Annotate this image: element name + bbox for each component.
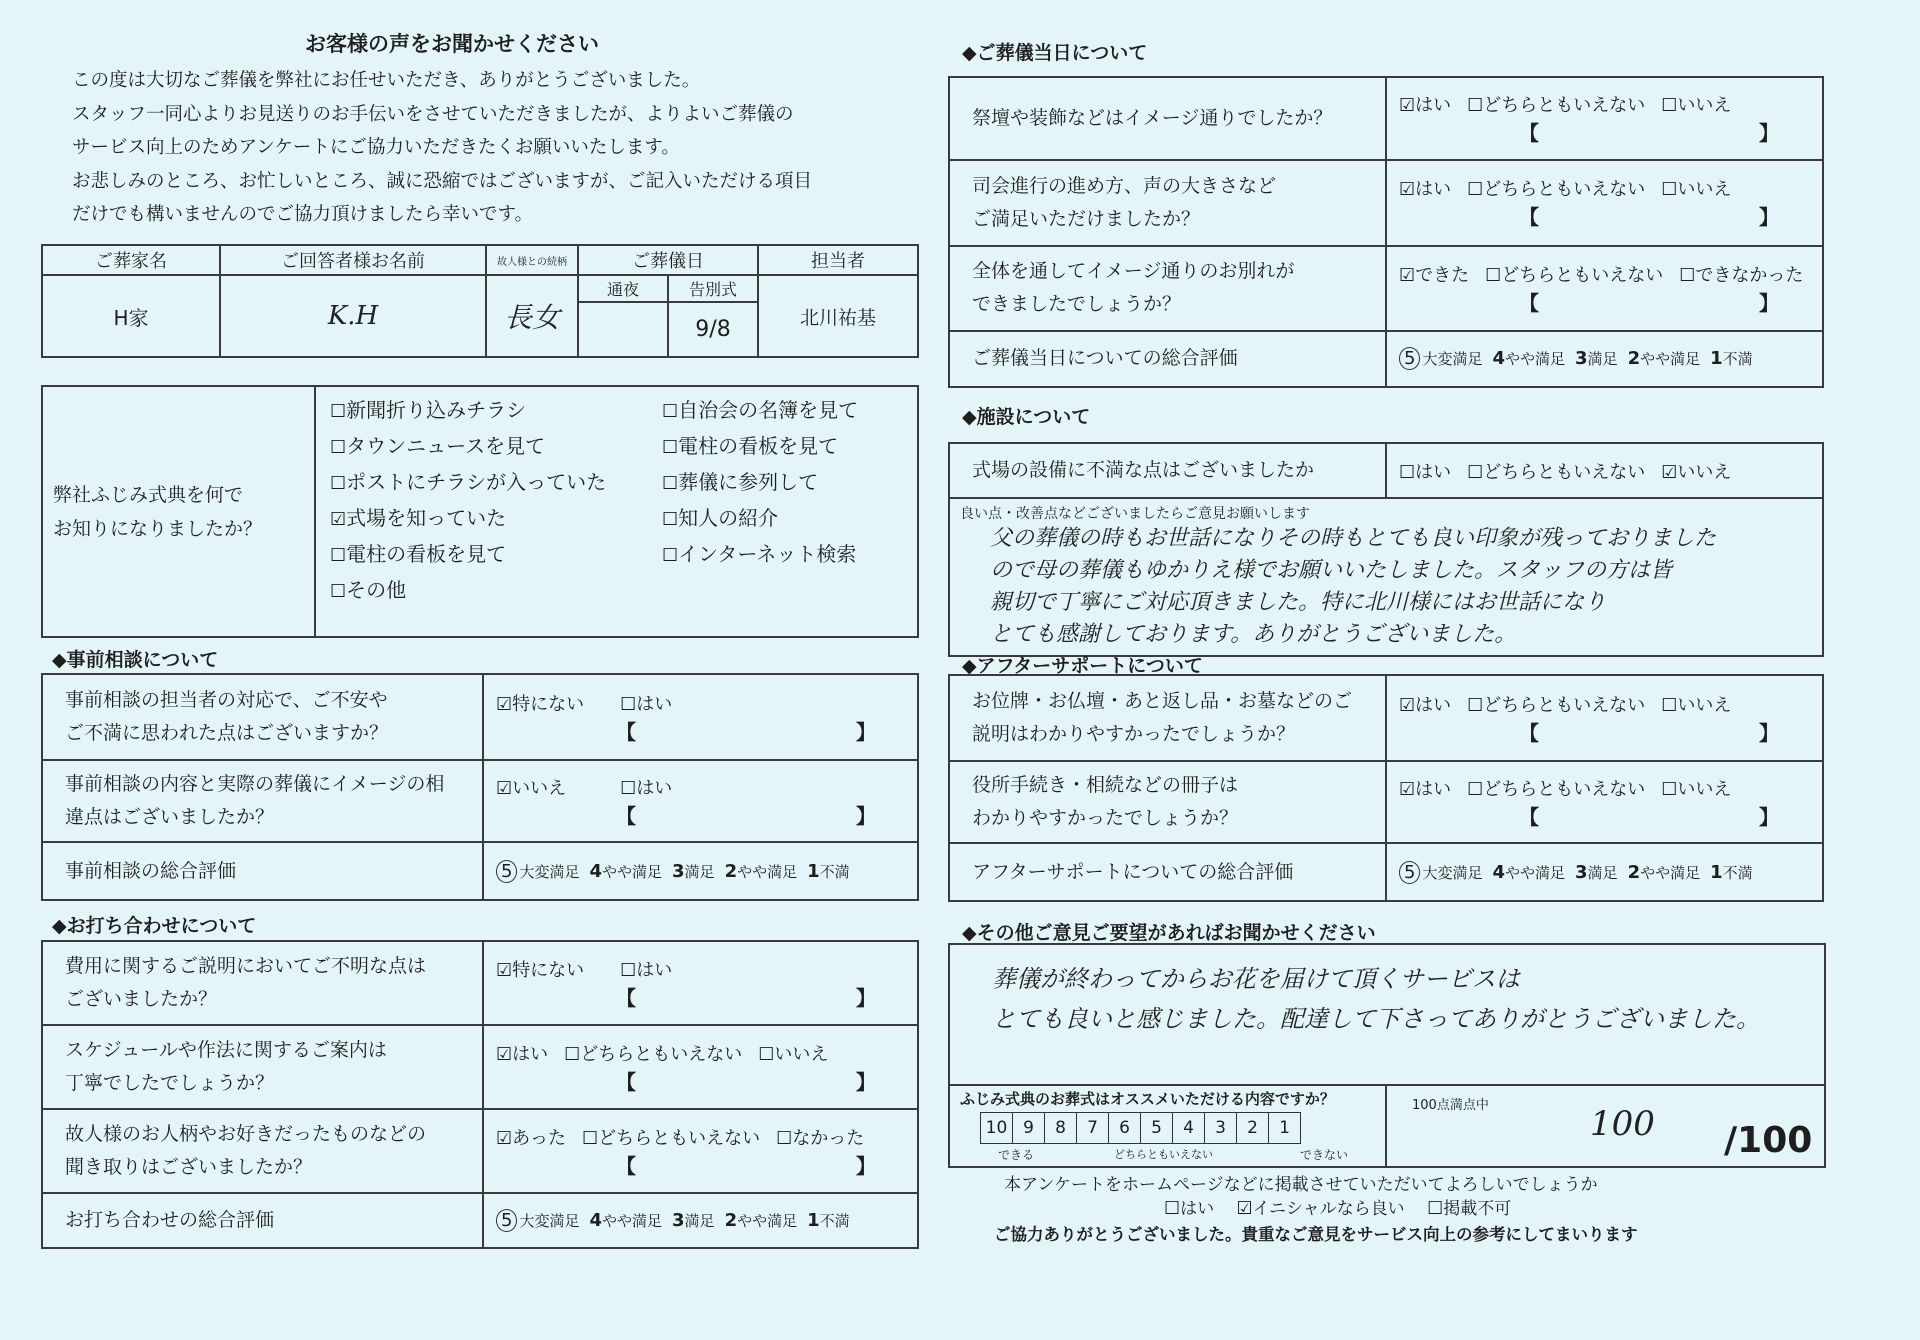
pre-a1-yes[interactable] (620, 694, 672, 715)
rating-part: 3 (1575, 348, 1588, 370)
opt-label: はい (636, 959, 673, 981)
after-a1-neutral[interactable] (1467, 695, 1653, 716)
day-a3-not[interactable] (1679, 265, 1811, 286)
meeting-a3-none[interactable] (776, 1128, 872, 1149)
day-a3 (1386, 246, 1823, 331)
q-line: 聞き取りはございましたか？ (65, 1156, 313, 1178)
scale-label-left: できる (998, 1148, 1035, 1162)
opt-label: はい (1415, 94, 1452, 116)
day-a1 (1386, 77, 1823, 160)
scale-cell[interactable]: 7 (1077, 1113, 1109, 1144)
q-line: ございましたか？ (65, 988, 218, 1010)
comment-line: とても感謝しております。ありがとうございました。 (990, 622, 1517, 647)
meeting-a2-no[interactable] (758, 1044, 836, 1065)
meeting-section-title: ◆お打ち合わせについて (52, 915, 257, 937)
opt-label: 電柱の看板を見て (678, 434, 839, 458)
rating-part: 大変満足 (1422, 350, 1483, 369)
bracket: 】 (856, 719, 876, 744)
opt-label: いいえ (1677, 179, 1732, 201)
rating-part: 2 (1627, 861, 1641, 883)
other-comment (950, 945, 1824, 1039)
source-question-line: 弊社ふじみ式典を何で (53, 483, 244, 506)
opt-label: はい (1415, 461, 1452, 483)
other-section-title: ◆その他ご意見ご要望があればお聞かせください (962, 922, 1376, 944)
q-line: 全体を通してイメージ通りのお別れが (972, 260, 1295, 283)
opt-label: どちらともいえない (1483, 179, 1646, 201)
bracket: 】 (1759, 804, 1779, 829)
comment-line: 葬儀が終わってからお花を届けて頂くサービスは (992, 965, 1520, 993)
comment-line: 父の葬儀の時もお世話になりその時もとても良い印象が残っておりました (990, 526, 1717, 551)
source-table (41, 385, 919, 638)
wake-header: 通夜 (578, 275, 668, 302)
comment-line: とても良いと感じました。配達して下さってありがとうございました。 (992, 1005, 1760, 1033)
rating-part: 満足 (1587, 863, 1618, 882)
bracket: 【 (616, 985, 636, 1010)
opt-label: 掲載不可 (1443, 1199, 1512, 1219)
thanks-text: ご協力ありがとうございました。貴重なご意見をサービス向上の参考にしてまいります (994, 1225, 1638, 1244)
opt-label: いいえ (512, 777, 567, 799)
opt-label: はい (636, 777, 673, 799)
pre-q2 (42, 760, 483, 842)
publish-question: 本アンケートをホームページなどに掲載させていただいてよろしいでしょうか (1004, 1175, 1598, 1195)
opt-label: イニシャルなら良い (1252, 1199, 1405, 1219)
bracket: 】 (1759, 120, 1779, 145)
opt-label: はい (1180, 1199, 1215, 1219)
rating-part: やや満足 (602, 862, 663, 881)
after-a2-yes[interactable] (1399, 779, 1459, 800)
meeting-a3-neutral[interactable] (582, 1128, 768, 1149)
rating-part: 大変満足 (519, 862, 580, 881)
opt-label: いいえ (1677, 94, 1732, 116)
facility-a1-neutral[interactable] (1467, 462, 1653, 483)
q-line: できましたでしょうか？ (972, 293, 1182, 316)
respondent-header: ご回答者様お名前 (220, 245, 486, 275)
opt-label: はい (636, 693, 673, 715)
bracket: 【 (1519, 720, 1539, 745)
rating-part: やや満足 (1640, 863, 1701, 882)
facility-comment-box (949, 498, 1823, 656)
facility-note: 良い点・改善点などございましたらご意見お願いします (960, 506, 1310, 522)
meeting-a2 (483, 1025, 918, 1109)
day-a1-neutral[interactable] (1467, 95, 1653, 116)
q-line: 故人様のお人柄やお好きだったものなどの (65, 1123, 427, 1145)
facility-table (948, 442, 1824, 657)
meeting-a2-neutral[interactable] (564, 1044, 750, 1065)
opt-label: 知人の紹介 (678, 506, 779, 530)
rating-part: 2 (1627, 348, 1641, 370)
q-line: 事前相談の担当者の対応で、ご不安や (65, 689, 388, 711)
after-a2 (1386, 761, 1823, 843)
after-a2-neutral[interactable] (1467, 779, 1653, 800)
intro-line: スタッフ一同心よりお見送りのお手伝いをさせていただきましたが、よりよいご葬儀の (72, 103, 794, 125)
q-line: わかりやすかったでしょうか？ (972, 807, 1239, 829)
rating-part: 不満 (1722, 350, 1753, 369)
opt-label: できなかった (1695, 264, 1804, 286)
rating-part: 3 (672, 1210, 685, 1231)
opt-label: いいえ (1677, 694, 1732, 716)
q-line: 丁寧でしたでしょうか？ (65, 1072, 275, 1094)
meeting-rating (483, 1193, 918, 1248)
day-q3 (949, 246, 1386, 331)
q-line: 役所手続き・相続などの冊子は (972, 774, 1239, 796)
source-question (42, 386, 315, 637)
source-option[interactable] (662, 393, 858, 429)
q-line: 費用に関するご説明においてご不明な点は (65, 955, 427, 977)
pre-section-title: ◆事前相談について (52, 649, 219, 671)
scale-cell[interactable]: 3 (1205, 1113, 1237, 1144)
opt-label: ポストにチラシが入っていた (346, 470, 607, 494)
bracket: 【 (1519, 804, 1539, 829)
meeting-a3 (483, 1109, 918, 1193)
rating-part: 2 (724, 1210, 738, 1231)
q-line: 違点はございましたか？ (65, 806, 275, 828)
rating-part: 満足 (684, 862, 715, 881)
scale-cell[interactable]: 1 (1269, 1113, 1301, 1144)
opt-label: どちらともいえない (1483, 694, 1646, 716)
scale-cell[interactable]: 4 (1173, 1113, 1205, 1144)
pre-a2-no[interactable] (496, 778, 566, 799)
bracket: 】 (1759, 205, 1779, 230)
rating-part: やや満足 (737, 862, 798, 881)
scale-cell[interactable]: 2 (1237, 1113, 1269, 1144)
bracket: 【 (616, 803, 636, 828)
rating-part: 5 (1399, 347, 1420, 370)
staff-name: 北川祐基 (758, 275, 918, 357)
day-q1 (949, 77, 1386, 160)
scale-cell[interactable]: 6 (1109, 1113, 1141, 1144)
source-option[interactable] (330, 465, 662, 501)
day-a2-yes[interactable] (1399, 179, 1459, 200)
rating-part: 2 (724, 860, 738, 882)
funeral-header: 告別式 (668, 275, 758, 302)
day-q2 (949, 160, 1386, 247)
score-value: 100 (1590, 1104, 1655, 1144)
publish-yes[interactable] (1164, 1199, 1214, 1219)
scale-label-right: できない (1300, 1148, 1349, 1162)
rating-part: 3 (672, 860, 685, 882)
bracket: 】 (1759, 720, 1779, 745)
intro-line: だけでも構いませんのでご協力頂けましたら幸いです。 (72, 204, 534, 225)
after-rating (1386, 843, 1823, 901)
day-rating (1386, 331, 1823, 387)
funeral-date: 9/8 (668, 302, 758, 357)
meeting-q3 (42, 1109, 483, 1193)
after-table (948, 674, 1824, 902)
opt-label: はい (1415, 179, 1452, 201)
meeting-a2-yes[interactable] (496, 1044, 556, 1065)
facility-q1: 式場の設備に不満な点はございましたか (949, 443, 1386, 498)
bracket: 【 (1519, 290, 1539, 315)
source-option[interactable] (330, 429, 662, 465)
rating-part: 大変満足 (519, 1212, 580, 1230)
after-q2 (949, 761, 1386, 843)
publish-no[interactable] (1427, 1199, 1511, 1219)
rating-part: やや満足 (737, 1212, 798, 1230)
recommend-box (948, 1084, 1826, 1168)
rating-part: 4 (1492, 861, 1505, 883)
rating-part: 4 (1492, 348, 1505, 370)
rating-part: 不満 (819, 862, 850, 881)
day-a1-no[interactable] (1661, 95, 1739, 116)
opt-label: いいえ (774, 1043, 829, 1065)
comment-line: ので母の葬儀もゆかりえ様でお願いいたしました。スタッフの方は皆 (990, 558, 1673, 583)
opt-label: はい (512, 1043, 549, 1065)
staff-header: 担当者 (758, 245, 918, 275)
rating-part: 不満 (1722, 863, 1753, 882)
pre-a1 (483, 674, 918, 760)
rating-part: 満足 (684, 1212, 715, 1230)
bracket: 】 (856, 803, 876, 828)
q-line: ご満足いただけましたか？ (972, 207, 1201, 230)
other-comment-box (948, 943, 1826, 1086)
meeting-q2 (42, 1025, 483, 1109)
facility-comment (960, 523, 1812, 651)
recommend-scale (980, 1112, 1301, 1144)
bracket: 】 (856, 1069, 876, 1094)
opt-label: できた (1415, 264, 1470, 286)
after-q1 (949, 675, 1386, 761)
opt-label: 自治会の名簿を見て (678, 398, 859, 422)
bracket: 【 (1519, 120, 1539, 145)
intro-line: サービス向上のためアンケートにご協力いただきたくお願いいたします。 (72, 137, 680, 158)
publish-initials[interactable] (1237, 1199, 1405, 1219)
opt-label: どちらともいえない (1483, 778, 1646, 800)
rating-part: 1 (1710, 861, 1723, 883)
meeting-a1-yes[interactable] (620, 960, 672, 981)
opt-label: あった (512, 1127, 566, 1149)
score-max: /100 (1724, 1120, 1813, 1161)
page-title: お客様の声をお聞かせください (305, 32, 599, 56)
pre-table (41, 673, 919, 901)
opt-label: いいえ (1677, 461, 1732, 483)
meeting-a3-had[interactable] (496, 1128, 574, 1149)
family-name: H家 (42, 275, 220, 357)
day-table (948, 76, 1824, 388)
q-line: お位牌・お仏壇・あと返し品・お墓などのご (972, 690, 1353, 712)
rating-part: 満足 (1587, 350, 1618, 369)
q-line: ご不満に思われた点はございますか？ (65, 722, 389, 744)
source-option[interactable] (330, 537, 662, 573)
facility-a1-yes[interactable] (1399, 462, 1459, 483)
opt-label: どちらともいえない (580, 1043, 743, 1065)
respondent-name: K.H (220, 275, 486, 357)
meeting-q1 (42, 941, 483, 1025)
divider (1385, 1086, 1387, 1166)
source-option[interactable] (662, 501, 858, 537)
day-a2-neutral[interactable] (1467, 179, 1653, 200)
publish-options (1164, 1194, 1511, 1219)
facility-section-title: ◆施設について (962, 406, 1091, 428)
rating-part: 不満 (819, 1212, 850, 1230)
intro-line: お悲しみのところ、お忙しいところ、誠に恐縮ではございますが、ご記入いただける項目 (72, 170, 813, 192)
family-header: ご葬家名 (42, 245, 220, 275)
after-a2-no[interactable] (1661, 779, 1739, 800)
opt-label: どちらともいえない (1483, 94, 1646, 116)
after-q3: アフターサポートについての総合評価 (949, 843, 1386, 901)
meeting-a1 (483, 941, 918, 1025)
after-a1-yes[interactable] (1399, 695, 1459, 716)
pre-a1-nothing[interactable] (496, 694, 584, 715)
opt-label: 新聞折り込みチラシ (346, 398, 527, 422)
opt-label: どちらともいえない (598, 1127, 761, 1149)
q-line: 説明はわかりやすかったでしょうか？ (972, 723, 1296, 745)
comment-line: 親切で丁寧にご対応頂きました。特に北川様にはお世話になり (990, 590, 1607, 615)
q-line: 祭壇や装飾などはイメージ通りでしたか？ (972, 106, 1333, 129)
rating-part: 1 (807, 860, 820, 882)
info-table (41, 244, 919, 358)
date-header: ご葬儀日 (578, 245, 758, 275)
q-line: スケジュールや作法に関するご案内は (65, 1039, 387, 1061)
source-options (315, 386, 918, 637)
after-section-title: ◆アフターサポートについて (962, 655, 1203, 677)
opt-label: その他 (346, 578, 407, 602)
rating-part: やや満足 (1505, 863, 1566, 882)
opt-label: 特にない (512, 693, 585, 715)
pre-a2-yes[interactable] (620, 778, 672, 799)
rating-part: 5 (496, 1209, 517, 1232)
rating-part: やや満足 (1640, 350, 1701, 369)
scale-cell[interactable]: 8 (1045, 1113, 1077, 1144)
after-a1 (1386, 675, 1823, 761)
rating-part: やや満足 (1505, 350, 1566, 369)
rating-part: 4 (589, 860, 602, 882)
opt-label: いいえ (1677, 778, 1732, 800)
bracket: 【 (1519, 205, 1539, 230)
facility-a1-no[interactable] (1661, 462, 1739, 483)
source-option[interactable] (330, 573, 662, 609)
opt-label: タウンニュースを見て (346, 434, 546, 458)
source-option[interactable] (330, 501, 662, 537)
day-a3-done[interactable] (1399, 265, 1477, 286)
source-option[interactable] (662, 465, 858, 501)
scale-cell[interactable]: 10 (981, 1113, 1013, 1144)
bracket: 】 (856, 985, 876, 1010)
q-line: 事前相談の内容と実際の葬儀にイメージの相 (65, 773, 445, 795)
relation-header: 故人様との続柄 (486, 245, 578, 275)
rating-part: 5 (1399, 861, 1420, 884)
rating-part: 1 (1710, 348, 1723, 370)
scale-label-mid: どちらともいえない (1114, 1148, 1213, 1161)
pre-q3: 事前相談の総合評価 (42, 842, 483, 900)
scale-cell[interactable]: 9 (1013, 1113, 1045, 1144)
bracket: 【 (616, 1069, 636, 1094)
opt-label: どちらともいえない (1501, 264, 1664, 286)
bracket: 【 (616, 719, 636, 744)
meeting-q4: お打ち合わせの総合評価 (42, 1193, 483, 1248)
day-a2-no[interactable] (1661, 179, 1739, 200)
opt-label: 葬儀に参列して (678, 470, 819, 494)
rating-part: 5 (496, 860, 517, 883)
opt-label: インターネット検索 (678, 542, 857, 566)
pre-q1 (42, 674, 483, 760)
rating-part: 4 (589, 1210, 602, 1231)
rating-part: やや満足 (602, 1212, 663, 1230)
wake-date (578, 302, 668, 357)
facility-a1 (1386, 443, 1823, 498)
scale-cell[interactable]: 5 (1141, 1113, 1173, 1144)
opt-label: 式場を知っていた (346, 506, 507, 530)
day-q4: ご葬儀当日についての総合評価 (949, 331, 1386, 387)
opt-label: どちらともいえない (1483, 461, 1646, 483)
opt-label: はい (1415, 778, 1452, 800)
source-option[interactable] (330, 393, 662, 429)
opt-label: はい (1415, 694, 1452, 716)
intro-text (72, 64, 812, 232)
pre-a2 (483, 760, 918, 842)
opt-label: なかった (792, 1127, 865, 1149)
day-a1-yes[interactable] (1399, 95, 1459, 116)
rating-part: 3 (1575, 861, 1588, 883)
relation-value: 長女 (486, 275, 578, 357)
source-option[interactable] (662, 429, 858, 465)
day-a3-neutral[interactable] (1485, 265, 1671, 286)
q-line: 司会進行の進め方、声の大きさなど (972, 174, 1277, 197)
rating-part: 1 (807, 1210, 820, 1231)
rating-part: 大変満足 (1422, 863, 1483, 882)
recommend-question: ふじみ式典のお葬式はオススメいただける内容ですか？ (960, 1090, 1335, 1108)
after-a1-no[interactable] (1661, 695, 1739, 716)
source-question-line: お知りになりましたか？ (53, 517, 263, 540)
score-label: 100点満点中 (1412, 1098, 1489, 1113)
meeting-a1-nothing[interactable] (496, 960, 584, 981)
day-section-title: ◆ご葬儀当日について (962, 42, 1148, 64)
intro-line: この度は大切なご葬儀を弊社にお任せいただき、ありがとうございました。 (72, 70, 701, 91)
opt-label: 特にない (512, 959, 585, 981)
bracket: 【 (616, 1153, 636, 1178)
day-a2 (1386, 160, 1823, 247)
pre-rating (483, 842, 918, 900)
bracket: 】 (856, 1153, 876, 1178)
source-option[interactable] (662, 537, 858, 573)
meeting-table (41, 940, 919, 1249)
bracket: 】 (1759, 290, 1779, 315)
opt-label: 電柱の看板を見て (346, 542, 507, 566)
